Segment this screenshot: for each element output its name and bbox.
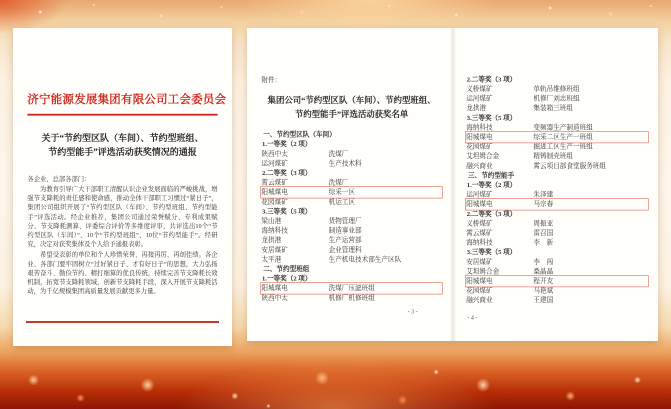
award-org: 运河煤矿 (465, 95, 493, 103)
award-org: 义桥煤矿 (465, 220, 493, 228)
letterhead-org-title: 济宁能源发展集团有限公司工会委员会 (27, 93, 227, 106)
award-row (466, 219, 647, 229)
award-unit: 制造事业部 (328, 227, 362, 235)
award-unit: 李 闯 (532, 258, 553, 266)
award-row (261, 216, 441, 226)
award-org: 阳城煤电 (261, 284, 288, 292)
page-number-3: - 3 - (407, 308, 418, 316)
award-unit: 霄云项目部食堂服务班组 (532, 162, 606, 170)
award-org: 阳城煤电 (465, 277, 493, 285)
award-list-page4 (466, 75, 647, 305)
award-org: 阳城煤电 (465, 133, 493, 141)
grade-heading: 3.三等奖（5 项） (466, 114, 516, 122)
award-org: 陕西中太 (261, 294, 288, 302)
award-row-highlighted (466, 132, 647, 142)
annex-page-4 (453, 28, 659, 341)
award-row (466, 123, 647, 133)
notice-title-line1: 关于“节约型区队（车间）、节约型班组、 (41, 133, 204, 144)
award-org: 太平港 (261, 256, 282, 264)
award-unit: 雷召国 (532, 229, 553, 237)
page-number-4: - 4 - (466, 314, 477, 322)
award-row (466, 152, 647, 162)
award-org: 融兴商业 (465, 162, 493, 170)
grade-heading: 2.二等奖（3 项） (262, 169, 312, 177)
award-row (261, 178, 441, 188)
award-unit: 生产机电技术部生产区队 (328, 256, 402, 264)
award-row (261, 236, 441, 246)
notice-title-line2: 节约型能手”评选活动获奖情况的通报 (48, 148, 197, 158)
award-unit: 机修厂刘志班组 (532, 95, 580, 103)
award-unit: 王建国 (532, 296, 553, 304)
annex-page-3 (247, 28, 453, 341)
notice-bottom-rule (26, 321, 219, 323)
award-org: 海纳科技 (465, 239, 493, 247)
award-unit: 洗煤厂 (328, 179, 349, 187)
grade-heading: 1.一等奖（2 项） (262, 140, 312, 148)
award-org: 融兴商业 (465, 296, 493, 304)
award-row-highlighted (466, 200, 647, 210)
grade-heading: 2.二等奖（3 项） (466, 76, 516, 84)
award-org: 陕西中太 (261, 150, 288, 158)
award-org: 龙拱港 (261, 236, 282, 245)
award-org: 花园煤矿 (465, 287, 493, 295)
page-seam (450, 28, 456, 341)
award-unit: 洗煤厂压滤班组 (328, 284, 375, 292)
award-org: 艾坦姆合金 (465, 152, 499, 160)
letterhead-rule (27, 114, 217, 116)
award-row (466, 296, 647, 306)
award-org: 花园煤矿 (261, 198, 288, 206)
award-org: 花园煤矿 (465, 143, 493, 151)
award-row (261, 255, 441, 265)
award-org: 霄云煤矿 (465, 229, 493, 237)
annex-title-line2: 节约型能手”评选活动获奖名单 (294, 110, 409, 120)
award-row (261, 159, 441, 169)
award-row (466, 94, 647, 104)
notice-title (27, 131, 217, 160)
award-unit: 生产运营部 (328, 236, 362, 245)
annex-title (261, 94, 441, 122)
award-org: 安居煤矿 (465, 258, 493, 266)
award-row (466, 286, 647, 296)
annex-spread (247, 28, 658, 341)
grade-heading: 3.三等奖（5 项） (262, 208, 312, 216)
notice-paragraph-2: 希望受表彰的单位和个人珍惜荣誉、再接再厉、再创佳绩。各企业、各部门要牢固树立“过好紧日子、才有好日子”的思想，大力弘扬艰苦奋斗、勤俭节约、精打细算的优良传统，持续完善节支降耗长效机制，拓宽节支降耗领域，创新节支降耗手段，深入开展节支降耗活动，为千亿规模集团高质量发展贡献更多力量。 (27, 252, 218, 296)
award-unit: 马宗春 (532, 200, 553, 208)
award-unit: 货物管理厂 (328, 217, 362, 225)
award-row-highlighted (261, 188, 441, 198)
notice-page (13, 28, 232, 346)
award-row (466, 228, 647, 238)
award-unit: 机修厂机修班组 (328, 294, 375, 302)
award-org: 海纳科技 (261, 227, 288, 235)
grade-heading: 1.一等奖（2 项） (262, 275, 312, 283)
attachment-label: 附件： (261, 76, 282, 84)
award-org: 艾坦姆合金 (465, 268, 499, 276)
award-unit: 桑晶晶 (532, 268, 553, 276)
award-unit: 企业管理科 (328, 246, 362, 254)
award-unit: 马艳斌 (532, 287, 553, 295)
award-unit: 李 新 (532, 239, 553, 247)
award-row (466, 190, 647, 200)
annex-title-line1: 集团公司“节约型区队（车间）、节约型班组、 (267, 96, 436, 106)
award-unit: 机运工区 (328, 198, 355, 206)
section-heading: 一、节约型区队（车间） (263, 131, 336, 139)
award-org: 安居煤矿 (261, 246, 288, 254)
award-unit: 综采二区生产一班组 (532, 133, 593, 141)
award-row-highlighted (261, 284, 441, 294)
award-unit: 生产技术科 (328, 160, 362, 168)
award-row (466, 161, 647, 171)
award-row-highlighted (466, 276, 647, 286)
award-org: 阳城煤电 (465, 200, 493, 208)
award-row (466, 84, 647, 94)
award-unit: 周振亚 (532, 220, 553, 228)
grade-heading: 1.一等奖（2 项） (466, 181, 516, 189)
award-unit: 综采一区 (328, 188, 355, 196)
notice-paragraph-1: 为教育引导广大干部职工清醒认识企业发展面临的严峻挑战，增强节支降耗的责任感和使命感，推动全体干部职工习惯过“紧日子”，集团公司组织开展了“节约型区队（车间）、节约型班组、节约型能手”评选活动。经企业推荐，集团公司通过荣誉赋分、专利成果赋分、节支降耗测算、评委综合评价等多维度评审，共评选出10个“节约型区队（车间）”、10个“节约型班组”、10位“节约型能手”。经研究，决定对获奖集体及个人给予通报表彰。 (27, 186, 218, 248)
award-unit: 集装箱三班组 (532, 104, 573, 112)
award-org: 义桥煤矿 (465, 85, 493, 93)
award-row (261, 293, 441, 303)
award-org: 海纳科技 (465, 124, 493, 132)
salutation: 各企业、总部各部门： (27, 176, 91, 183)
award-org: 运河煤矿 (261, 160, 288, 168)
award-row (466, 238, 647, 248)
award-row (261, 197, 441, 207)
award-row (466, 142, 647, 152)
section-heading: 三、节约型能手 (467, 172, 514, 180)
section-heading: 二、节约型班组 (263, 265, 310, 273)
grade-heading: 2.二等奖（3 项） (466, 210, 516, 218)
award-org: 运河煤矿 (465, 191, 493, 199)
grade-heading: 3.三等奖（5 项） (466, 248, 516, 256)
award-row (261, 226, 441, 236)
award-unit: 精铸制壳班组 (532, 152, 573, 160)
award-row (261, 149, 441, 159)
award-org: 龙拱港 (465, 104, 486, 112)
award-org: 霄云煤矿 (261, 179, 288, 187)
award-list-page3 (261, 130, 441, 303)
award-row (466, 257, 647, 267)
award-row (466, 267, 647, 277)
award-org: 阳城煤电 (261, 188, 288, 196)
award-row (466, 104, 647, 114)
award-unit: 掘进工区生产一班组 (532, 143, 593, 151)
award-unit: 朱泽建 (532, 191, 553, 199)
award-unit: 单轨吊维修班组 (532, 85, 580, 93)
award-unit: 变频器生产制造班组 (532, 124, 593, 132)
award-row (261, 245, 441, 255)
award-unit: 洗煤厂 (328, 150, 349, 158)
award-org: 梁山港 (261, 217, 282, 225)
award-unit: 程开友 (532, 277, 553, 285)
